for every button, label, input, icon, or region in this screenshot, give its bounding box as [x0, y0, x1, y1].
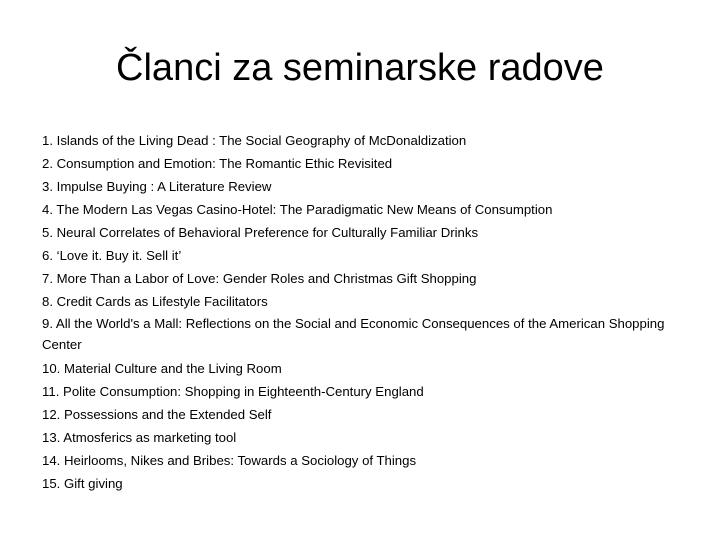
list-item: 8. Credit Cards as Lifestyle Facilitators — [42, 294, 268, 309]
list-item: 5. Neural Correlates of Behavioral Preference for Culturally Familiar Drinks — [42, 225, 479, 240]
list-item: 4. The Modern Las Vegas Casino-Hotel: The Paradigmatic New Means of Consumption — [42, 202, 553, 217]
list-item: 9. All the World's a Mall: Reflections on the Social and Economic Consequences of the American Shopping Center — [42, 316, 665, 352]
article-list — [42, 129, 682, 495]
list-item: 6. ‘Love it. Buy it. Sell it’ — [42, 248, 182, 263]
list-item: 15. Gift giving — [42, 476, 123, 491]
list-item: 10. Material Culture and the Living Room — [42, 361, 282, 376]
list-item: 13. Atmosferics as marketing tool — [42, 430, 237, 445]
list-item: 14. Heirlooms, Nikes and Bribes: Towards a Sociology of Things — [42, 453, 417, 468]
list-item: 12. Possessions and the Extended Self — [42, 407, 272, 422]
slide-title: Članci za seminarske radove — [116, 47, 604, 89]
list-item: 1. Islands of the Living Dead : The Social Geography of McDonaldization — [42, 133, 467, 148]
list-item: 11. Polite Consumption: Shopping in Eighteenth-Century England — [42, 384, 424, 399]
list-item: 2. Consumption and Emotion: The Romantic Ethic Revisited — [42, 156, 393, 171]
list-item: 7. More Than a Labor of Love: Gender Roles and Christmas Gift Shopping — [42, 271, 477, 286]
list-item: 3. Impulse Buying : A Literature Review — [42, 179, 272, 194]
